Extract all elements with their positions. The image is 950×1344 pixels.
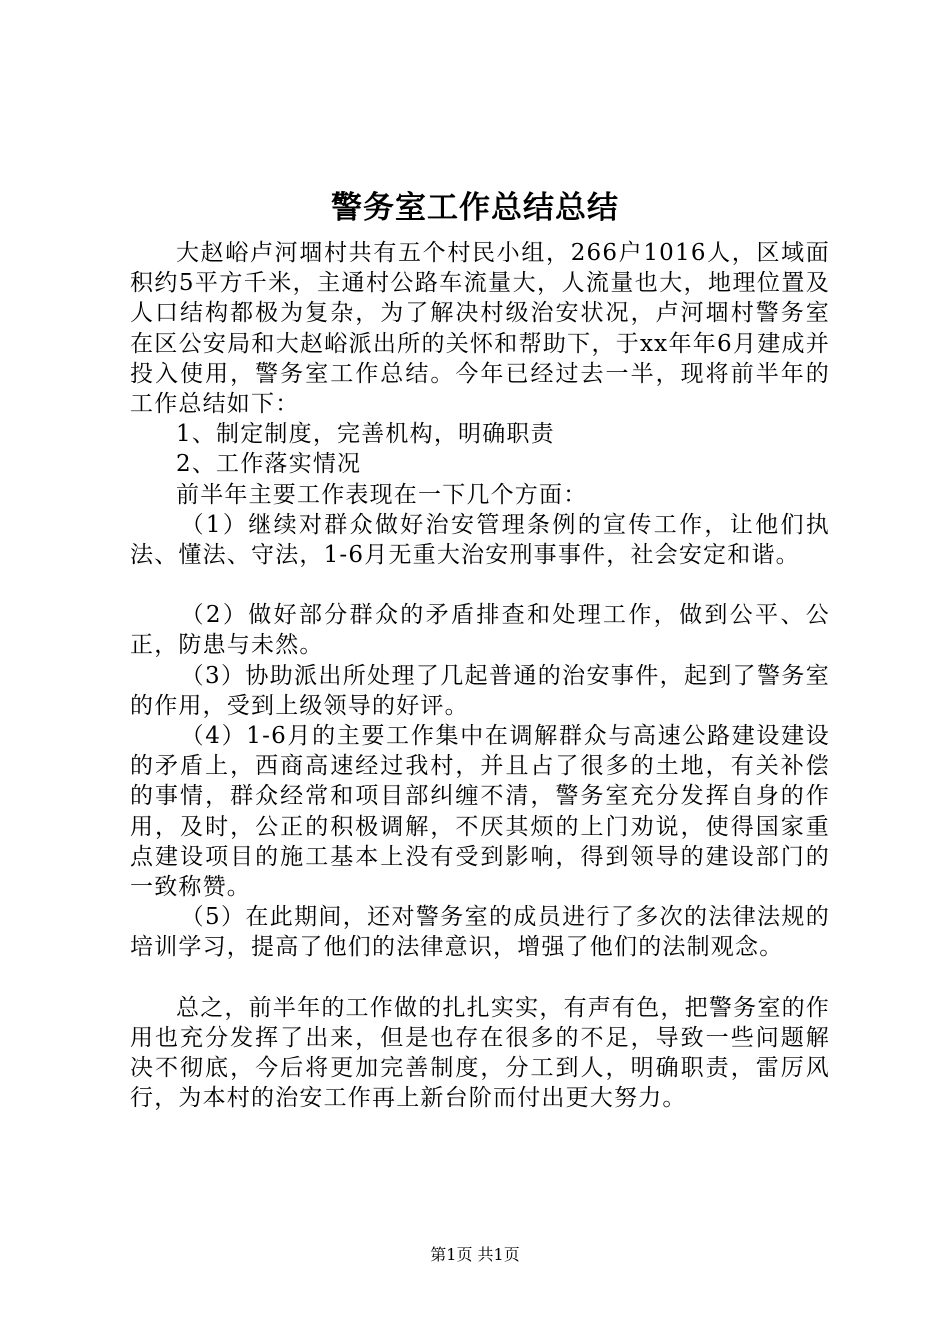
page-footer: 第1页 共1页 xyxy=(430,1245,520,1264)
paragraph-item-1: 1、制定制度，完善机构，明确职责 xyxy=(176,421,555,448)
paragraph-sub-3: （3）协助派出所处理了几起普通的治安事件，起到了警务室的作用，受到上级领导的好评。 xyxy=(130,662,830,719)
paragraph-sub-2: （2）做好部分群众的矛盾排查和处理工作，做到公平、公正，防患与未然。 xyxy=(130,602,830,659)
paragraph-aspects-intro: 前半年主要工作表现在一下几个方面： xyxy=(176,481,588,508)
paragraph-sub-5: （5）在此期间，还对警务室的成员进行了多次的法律法规的培训学习，提高了他们的法律意识，增强了他们的法制观念。 xyxy=(130,904,830,961)
document-title: 警务室工作总结总结 xyxy=(331,190,619,226)
paragraph-sub-4: （4）1-6月的主要工作集中在调解群众与高速公路建设建设的矛盾上，西商高速经过我村，并且占了很多的土地，有关补偿的事情，群众经常和项目部纠缠不清，警务室充分发挥自身的作用，及时，公正的积极调解，不厌其烦的上门劝说，使得国家重点建设项目的施工基本上没有受到影响，得到领导的建设部门的一致称赞。 xyxy=(130,723,830,901)
paragraph-sub-1: （1）继续对群众做好治安管理条例的宣传工作，让他们执法、懂法、守法，1-6月无重大治安刑事事件，社会安定和谐。 xyxy=(130,511,830,569)
document-body xyxy=(130,238,830,1113)
paragraph-intro: 大赵峪卢河堌村共有五个村民小组，266户1016人，区域面积约5平方千米，主通村公路车流量大，人流量也大，地理位置及人口结构都极为复杂，为了解决村级治安状况，卢河堌村警务室在区公安局和大赵峪派出所的关怀和帮助下，于xx年年6月建成并投入使用，警务室工作总结。今年已经过去一半，现将前半年的工作总结如下： xyxy=(130,240,830,418)
paragraph-conclusion: 总之，前半年的工作做的扎扎实实，有声有色，把警务室的作用也充分发挥了出来，但是也存在很多的不足，导致一些问题解决不彻底，今后将更加完善制度，分工到人，明确职责，雷厉风行，为本村的治安工作再上新台阶而付出更大努力。 xyxy=(130,994,830,1112)
paragraph-item-2: 2、工作落实情况 xyxy=(176,451,362,478)
